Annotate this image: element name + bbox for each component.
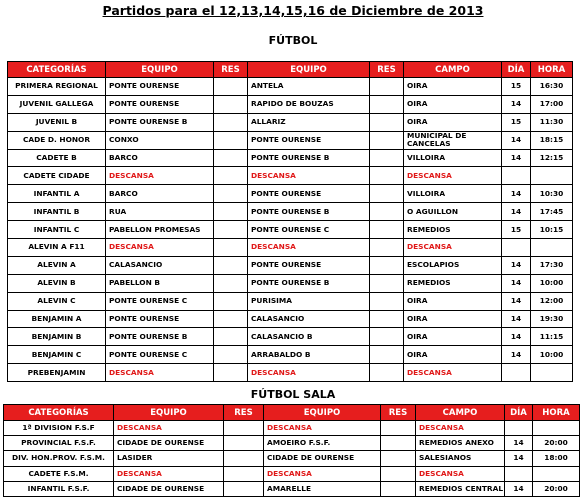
cell-hora: 20:00 bbox=[533, 481, 580, 496]
cell-eq2: CALASANCIO B bbox=[248, 328, 370, 346]
cell-campo: REMEDIOS bbox=[404, 274, 502, 292]
cell-dia bbox=[505, 421, 533, 436]
cell-res1 bbox=[214, 364, 248, 382]
cell-dia: 14 bbox=[502, 346, 531, 364]
cell-dia: 14 bbox=[502, 256, 531, 274]
cell-campo: OIRA bbox=[404, 78, 502, 96]
cell-cat: INFANTIL A bbox=[8, 185, 106, 203]
cell-res1 bbox=[214, 185, 248, 203]
cell-eq1: PONTE OURENSE B bbox=[106, 328, 214, 346]
cell-hora: 11:30 bbox=[531, 113, 573, 131]
futbol-header-2: RES bbox=[214, 62, 248, 78]
cell-eq1: PABELLON B bbox=[106, 274, 214, 292]
cell-campo: OIRA bbox=[404, 113, 502, 131]
cell-dia bbox=[502, 167, 531, 185]
cell-campo: SALESIANOS bbox=[416, 451, 505, 466]
cell-hora: 10:30 bbox=[531, 185, 573, 203]
cell-cat: 1ª DIVISION F.S.F bbox=[4, 421, 114, 436]
table-row bbox=[8, 113, 573, 131]
cell-res1 bbox=[224, 466, 264, 481]
cell-eq2: PONTE OURENSE C bbox=[248, 221, 370, 239]
sala-header-4: RES bbox=[381, 405, 416, 421]
futbol-header-3: EQUIPO bbox=[248, 62, 370, 78]
cell-eq1: CIDADE DE OURENSE bbox=[114, 436, 224, 451]
cell-res1 bbox=[214, 256, 248, 274]
page-title: Partidos para el 12,13,14,15,16 de Diciembre de 2013 bbox=[102, 3, 484, 18]
cell-res2 bbox=[370, 346, 404, 364]
sala-header-1: EQUIPO bbox=[114, 405, 224, 421]
cell-cat: CADETE B bbox=[8, 149, 106, 167]
cell-hora bbox=[533, 421, 580, 436]
sala-body bbox=[4, 421, 580, 497]
cell-eq1: DESCANSA bbox=[106, 364, 214, 382]
table-row bbox=[8, 364, 573, 382]
cell-res1 bbox=[214, 131, 248, 149]
cell-eq2: ANTELA bbox=[248, 78, 370, 96]
cell-eq2: PONTE OURENSE bbox=[248, 185, 370, 203]
cell-res1 bbox=[224, 451, 264, 466]
cell-cat: JUVENIL B bbox=[8, 113, 106, 131]
cell-dia: 15 bbox=[502, 113, 531, 131]
futbol-body bbox=[8, 78, 573, 382]
cell-res1 bbox=[214, 203, 248, 221]
table-row bbox=[8, 292, 573, 310]
cell-eq1: PONTE OURENSE B bbox=[106, 113, 214, 131]
sala-header-6: DÍA bbox=[505, 405, 533, 421]
cell-campo: OIRA bbox=[404, 346, 502, 364]
cell-eq2: PONTE OURENSE B bbox=[248, 203, 370, 221]
futbol-header-7: HORA bbox=[531, 62, 573, 78]
cell-res1 bbox=[214, 221, 248, 239]
cell-cat: CADETE CIDADE bbox=[8, 167, 106, 185]
table-row bbox=[8, 346, 573, 364]
cell-campo: ESCOLAPIOS bbox=[404, 256, 502, 274]
cell-eq2: DESCANSA bbox=[264, 466, 381, 481]
futbol-header-5: CAMPO bbox=[404, 62, 502, 78]
cell-hora: 11:15 bbox=[531, 328, 573, 346]
cell-campo: DESCANSA bbox=[416, 421, 505, 436]
cell-eq2: PONTE OURENSE B bbox=[248, 274, 370, 292]
sala-header-2: RES bbox=[224, 405, 264, 421]
cell-res1 bbox=[214, 78, 248, 96]
cell-dia: 14 bbox=[505, 451, 533, 466]
cell-eq2: DESCANSA bbox=[248, 239, 370, 257]
cell-campo: VILLOIRA bbox=[404, 185, 502, 203]
cell-campo: MUNICIPAL DE CANCELAS bbox=[404, 131, 502, 149]
cell-res2 bbox=[381, 466, 416, 481]
cell-eq1: LASIDER bbox=[114, 451, 224, 466]
cell-eq2: RAPIDO DE BOUZAS bbox=[248, 95, 370, 113]
cell-eq1: PABELLON PROMESAS bbox=[106, 221, 214, 239]
cell-res2 bbox=[370, 185, 404, 203]
cell-hora: 10:00 bbox=[531, 346, 573, 364]
cell-campo: O AGUILLON bbox=[404, 203, 502, 221]
cell-res1 bbox=[214, 328, 248, 346]
cell-eq2: CIDADE DE OURENSE bbox=[264, 451, 381, 466]
cell-res1 bbox=[214, 346, 248, 364]
table-row bbox=[8, 256, 573, 274]
futbol-header-6: DÍA bbox=[502, 62, 531, 78]
cell-res1 bbox=[214, 95, 248, 113]
cell-res2 bbox=[370, 131, 404, 149]
cell-hora: 10:00 bbox=[531, 274, 573, 292]
cell-campo: REMEDIOS bbox=[404, 221, 502, 239]
cell-dia bbox=[502, 364, 531, 382]
cell-cat: ALEVIN C bbox=[8, 292, 106, 310]
cell-eq2: ARRABALDO B bbox=[248, 346, 370, 364]
cell-res2 bbox=[381, 436, 416, 451]
cell-eq1: PONTE OURENSE C bbox=[106, 346, 214, 364]
cell-eq1: DESCANSA bbox=[106, 239, 214, 257]
cell-res2 bbox=[370, 78, 404, 96]
table-row bbox=[4, 451, 580, 466]
cell-campo: OIRA bbox=[404, 292, 502, 310]
cell-eq2: DESCANSA bbox=[248, 364, 370, 382]
cell-dia: 14 bbox=[505, 436, 533, 451]
cell-cat: INFANTIL B bbox=[8, 203, 106, 221]
cell-eq1: PONTE OURENSE bbox=[106, 310, 214, 328]
cell-eq1: BARCO bbox=[106, 149, 214, 167]
cell-hora: 16:30 bbox=[531, 78, 573, 96]
cell-res1 bbox=[214, 274, 248, 292]
cell-cat: CADE D. HONOR bbox=[8, 131, 106, 149]
cell-hora bbox=[531, 167, 573, 185]
cell-res2 bbox=[370, 292, 404, 310]
table-row bbox=[8, 185, 573, 203]
cell-res2 bbox=[370, 113, 404, 131]
sala-header-5: CAMPO bbox=[416, 405, 505, 421]
cell-dia: 14 bbox=[502, 149, 531, 167]
cell-eq1: CIDADE DE OURENSE bbox=[114, 481, 224, 496]
cell-cat: DIV. HON.PROV. F.S.M. bbox=[4, 451, 114, 466]
cell-eq1: PONTE OURENSE bbox=[106, 95, 214, 113]
cell-dia: 14 bbox=[502, 274, 531, 292]
cell-cat: INFANTIL C bbox=[8, 221, 106, 239]
cell-res2 bbox=[370, 364, 404, 382]
cell-dia: 15 bbox=[502, 78, 531, 96]
cell-hora bbox=[531, 364, 573, 382]
table-row bbox=[8, 239, 573, 257]
table-row bbox=[4, 436, 580, 451]
cell-hora: 12:00 bbox=[531, 292, 573, 310]
cell-hora: 19:30 bbox=[531, 310, 573, 328]
cell-res1 bbox=[214, 310, 248, 328]
cell-eq2: ALLARIZ bbox=[248, 113, 370, 131]
sala-header-3: EQUIPO bbox=[264, 405, 381, 421]
cell-res1 bbox=[224, 421, 264, 436]
cell-res2 bbox=[370, 221, 404, 239]
cell-eq2: PURISIMA bbox=[248, 292, 370, 310]
cell-res2 bbox=[370, 328, 404, 346]
cell-eq1: DESCANSA bbox=[106, 167, 214, 185]
table-row bbox=[4, 421, 580, 436]
cell-eq2: AMOEIRO F.S.F. bbox=[264, 436, 381, 451]
cell-eq1: CALASANCIO bbox=[106, 256, 214, 274]
cell-eq1: CONXO bbox=[106, 131, 214, 149]
cell-res2 bbox=[370, 203, 404, 221]
cell-res1 bbox=[214, 167, 248, 185]
cell-cat: PREBENJAMIN bbox=[8, 364, 106, 382]
cell-eq2: CALASANCIO bbox=[248, 310, 370, 328]
cell-dia: 14 bbox=[502, 95, 531, 113]
cell-dia bbox=[505, 466, 533, 481]
cell-eq2: PONTE OURENSE bbox=[248, 131, 370, 149]
cell-campo: DESCANSA bbox=[404, 167, 502, 185]
cell-eq1: PONTE OURENSE bbox=[106, 78, 214, 96]
cell-res2 bbox=[381, 421, 416, 436]
cell-cat: BENJAMIN A bbox=[8, 310, 106, 328]
cell-dia: 14 bbox=[502, 310, 531, 328]
cell-res1 bbox=[214, 113, 248, 131]
cell-cat: ALEVIN A F11 bbox=[8, 239, 106, 257]
cell-campo: OIRA bbox=[404, 328, 502, 346]
cell-campo: REMEDIOS ANEXO bbox=[416, 436, 505, 451]
cell-campo: OIRA bbox=[404, 310, 502, 328]
cell-campo: DESCANSA bbox=[404, 239, 502, 257]
table-row bbox=[4, 466, 580, 481]
sala-header-row bbox=[4, 405, 580, 421]
cell-dia: 14 bbox=[502, 203, 531, 221]
cell-cat: PRIMERA REGIONAL bbox=[8, 78, 106, 96]
futbol-header-4: RES bbox=[370, 62, 404, 78]
cell-campo: REMEDIOS CENTRAL bbox=[416, 481, 505, 496]
futbol-heading: FÚTBOL bbox=[268, 34, 318, 47]
cell-eq2: PONTE OURENSE bbox=[248, 256, 370, 274]
cell-eq2: DESCANSA bbox=[264, 421, 381, 436]
cell-res1 bbox=[224, 436, 264, 451]
table-row bbox=[8, 274, 573, 292]
table-row bbox=[8, 221, 573, 239]
table-row bbox=[8, 328, 573, 346]
cell-eq2: PONTE OURENSE B bbox=[248, 149, 370, 167]
cell-campo: DESCANSA bbox=[416, 466, 505, 481]
cell-hora bbox=[533, 466, 580, 481]
cell-res1 bbox=[214, 149, 248, 167]
cell-eq1: PONTE OURENSE C bbox=[106, 292, 214, 310]
cell-res2 bbox=[370, 167, 404, 185]
table-row bbox=[8, 78, 573, 96]
cell-hora: 17:00 bbox=[531, 95, 573, 113]
cell-cat: PROVINCIAL F.S.F. bbox=[4, 436, 114, 451]
cell-res2 bbox=[370, 310, 404, 328]
table-row bbox=[8, 95, 573, 113]
cell-dia: 14 bbox=[502, 185, 531, 203]
cell-campo: DESCANSA bbox=[404, 364, 502, 382]
cell-eq1: BARCO bbox=[106, 185, 214, 203]
table-row bbox=[8, 310, 573, 328]
cell-eq1: RUA bbox=[106, 203, 214, 221]
cell-res2 bbox=[370, 149, 404, 167]
cell-hora: 18:00 bbox=[533, 451, 580, 466]
cell-dia: 14 bbox=[502, 328, 531, 346]
cell-dia: 15 bbox=[502, 221, 531, 239]
cell-cat: BENJAMIN B bbox=[8, 328, 106, 346]
futbol-table bbox=[7, 61, 573, 382]
cell-hora bbox=[531, 239, 573, 257]
cell-res2 bbox=[370, 274, 404, 292]
cell-hora: 17:30 bbox=[531, 256, 573, 274]
cell-eq2: DESCANSA bbox=[248, 167, 370, 185]
sala-header-0: CATEGORÍAS bbox=[4, 405, 114, 421]
table-row bbox=[8, 149, 573, 167]
table-row bbox=[8, 131, 573, 149]
cell-eq1: DESCANSA bbox=[114, 421, 224, 436]
cell-cat: ALEVIN A bbox=[8, 256, 106, 274]
cell-eq2: AMARELLE bbox=[264, 481, 381, 496]
table-row bbox=[8, 203, 573, 221]
cell-res2 bbox=[370, 239, 404, 257]
futbol-header-1: EQUIPO bbox=[106, 62, 214, 78]
sala-table bbox=[3, 404, 580, 497]
cell-dia: 14 bbox=[502, 292, 531, 310]
cell-hora: 17:45 bbox=[531, 203, 573, 221]
cell-res2 bbox=[370, 256, 404, 274]
cell-campo: OIRA bbox=[404, 95, 502, 113]
cell-hora: 18:15 bbox=[531, 131, 573, 149]
cell-cat: CADETE F.S.M. bbox=[4, 466, 114, 481]
cell-dia bbox=[502, 239, 531, 257]
cell-res1 bbox=[214, 292, 248, 310]
cell-eq1: DESCANSA bbox=[114, 466, 224, 481]
sala-header-7: HORA bbox=[533, 405, 580, 421]
cell-hora: 20:00 bbox=[533, 436, 580, 451]
futbol-header-row bbox=[8, 62, 573, 78]
cell-cat: ALEVIN B bbox=[8, 274, 106, 292]
cell-dia: 14 bbox=[502, 131, 531, 149]
sala-heading: FÚTBOL SALA bbox=[250, 388, 336, 401]
cell-hora: 10:15 bbox=[531, 221, 573, 239]
table-row bbox=[8, 167, 573, 185]
futbol-header-0: CATEGORÍAS bbox=[8, 62, 106, 78]
cell-dia: 14 bbox=[505, 481, 533, 496]
cell-campo: VILLOIRA bbox=[404, 149, 502, 167]
cell-res2 bbox=[381, 451, 416, 466]
cell-res1 bbox=[214, 239, 248, 257]
cell-hora: 12:15 bbox=[531, 149, 573, 167]
cell-cat: BENJAMIN C bbox=[8, 346, 106, 364]
cell-cat: JUVENIL GALLEGA bbox=[8, 95, 106, 113]
cell-cat: INFANTIL F.S.F. bbox=[4, 481, 114, 496]
cell-res2 bbox=[370, 95, 404, 113]
